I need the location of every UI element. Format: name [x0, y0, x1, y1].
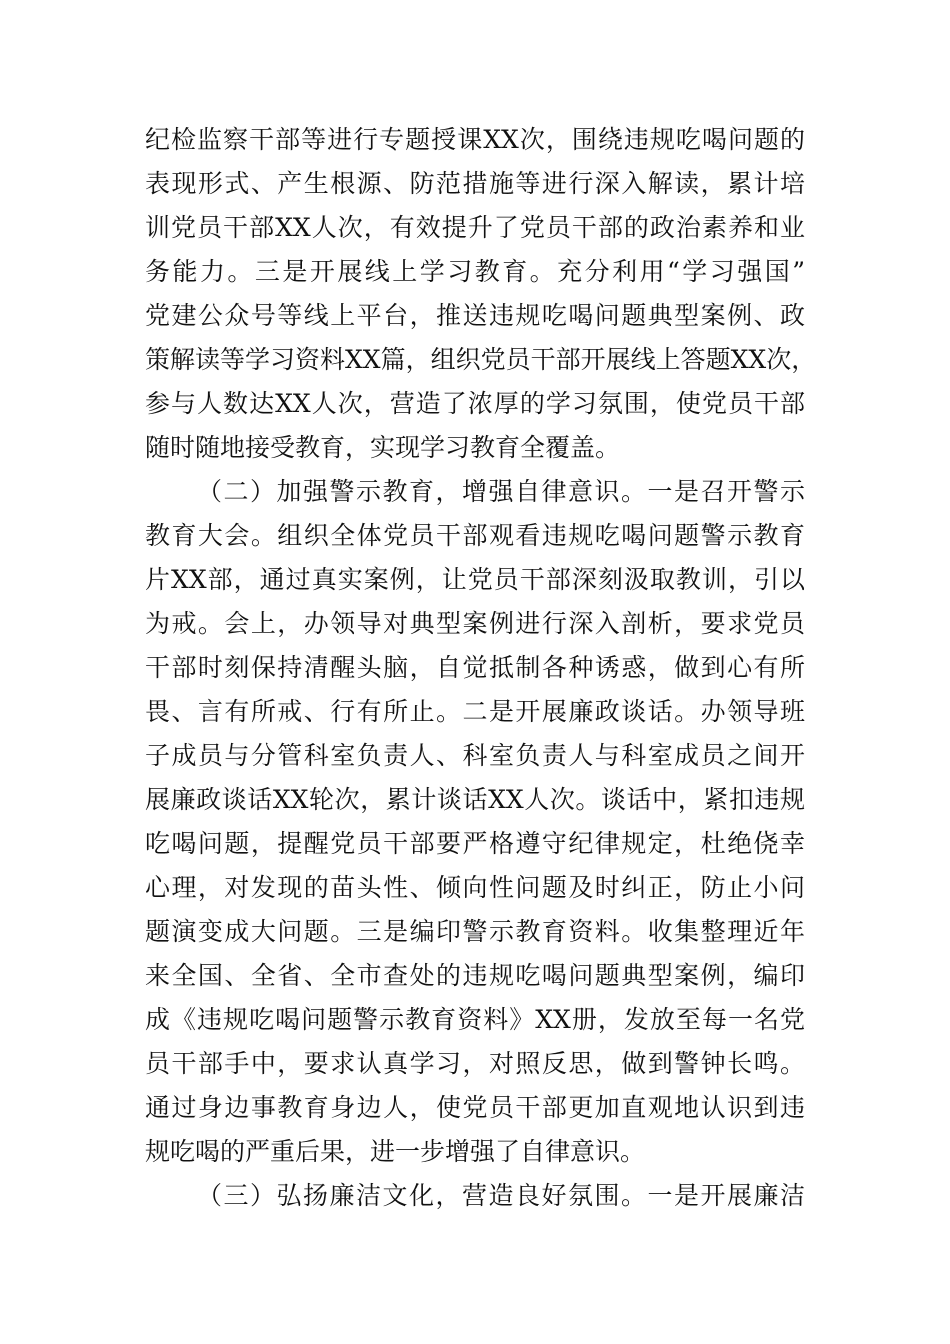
text-line: 规吃喝的严重后果，进一步增强了自律意识。 — [145, 1137, 646, 1166]
text-line: 子成员与分管科室负责人、科室负责人与科室成员之间开 — [145, 741, 805, 770]
text-line: 心理，对发现的苗头性、倾向性问题及时纠正，防止小问 — [145, 873, 805, 902]
text-line: 畏、言有所戒、行有所止。二是开展廉政谈话。办领导班 — [145, 697, 805, 726]
text-line: 训党员干部XX人次，有效提升了党员干部的政治素养和业 — [145, 213, 805, 242]
text-line: 展廉政谈话XX轮次，累计谈话XX人次。谈话中，紧扣违规 — [145, 785, 805, 814]
text-line: 纪检监察干部等进行专题授课XX次，围绕违规吃喝问题的 — [145, 125, 805, 154]
text-line: 党建公众号等线上平台，推送违规吃喝问题典型案例、政 — [145, 301, 805, 330]
text-line: 成《违规吃喝问题警示教育资料》XX册，发放至每一名党 — [145, 1005, 805, 1034]
text-line: 吃喝问题，提醒党员干部要严格遵守纪律规定，杜绝侥幸 — [145, 829, 805, 858]
paragraph-warning-education — [145, 470, 805, 1174]
document-page — [145, 118, 817, 1218]
section-heading-line: （二）加强警示教育，增强自律意识。一是召开警示 — [197, 477, 805, 506]
text-line: 来全国、全省、全市查处的违规吃喝问题典型案例，编印 — [145, 961, 805, 990]
section-heading-line: （三）弘扬廉洁文化，营造良好氛围。一是开展廉洁 — [197, 1181, 805, 1210]
text-line: 表现形式、产生根源、防范措施等进行深入解读，累计培 — [145, 169, 805, 198]
text-line: 随时随地接受教育，实现学习教育全覆盖。 — [145, 433, 621, 462]
text-line: 参与人数达XX人次，营造了浓厚的学习氛围，使党员干部 — [145, 389, 805, 418]
text-line: 员干部手中，要求认真学习，对照反思，做到警钟长鸣。 — [145, 1049, 805, 1078]
text-line: 策解读等学习资料XX篇，组织党员干部开展线上答题XX次， — [145, 345, 817, 374]
text-line: 干部时刻保持清醒头脑，自觉抵制各种诱惑，做到心有所 — [145, 653, 805, 682]
text-line: 通过身边事教育身边人，使党员干部更加直观地认识到违 — [145, 1093, 805, 1122]
text-line: 务能力。三是开展线上学习教育。充分利用“学习强国” — [145, 257, 805, 286]
paragraph-integrity-culture — [145, 1174, 805, 1218]
text-line: 片XX部，通过真实案例，让党员干部深刻汲取教训，引以 — [145, 565, 805, 594]
text-line: 题演变成大问题。三是编印警示教育资料。收集整理近年 — [145, 917, 805, 946]
text-line: 为戒。会上，办领导对典型案例进行深入剖析，要求党员 — [145, 609, 805, 638]
paragraph-learning-education — [145, 118, 817, 470]
text-line: 教育大会。组织全体党员干部观看违规吃喝问题警示教育 — [145, 521, 805, 550]
